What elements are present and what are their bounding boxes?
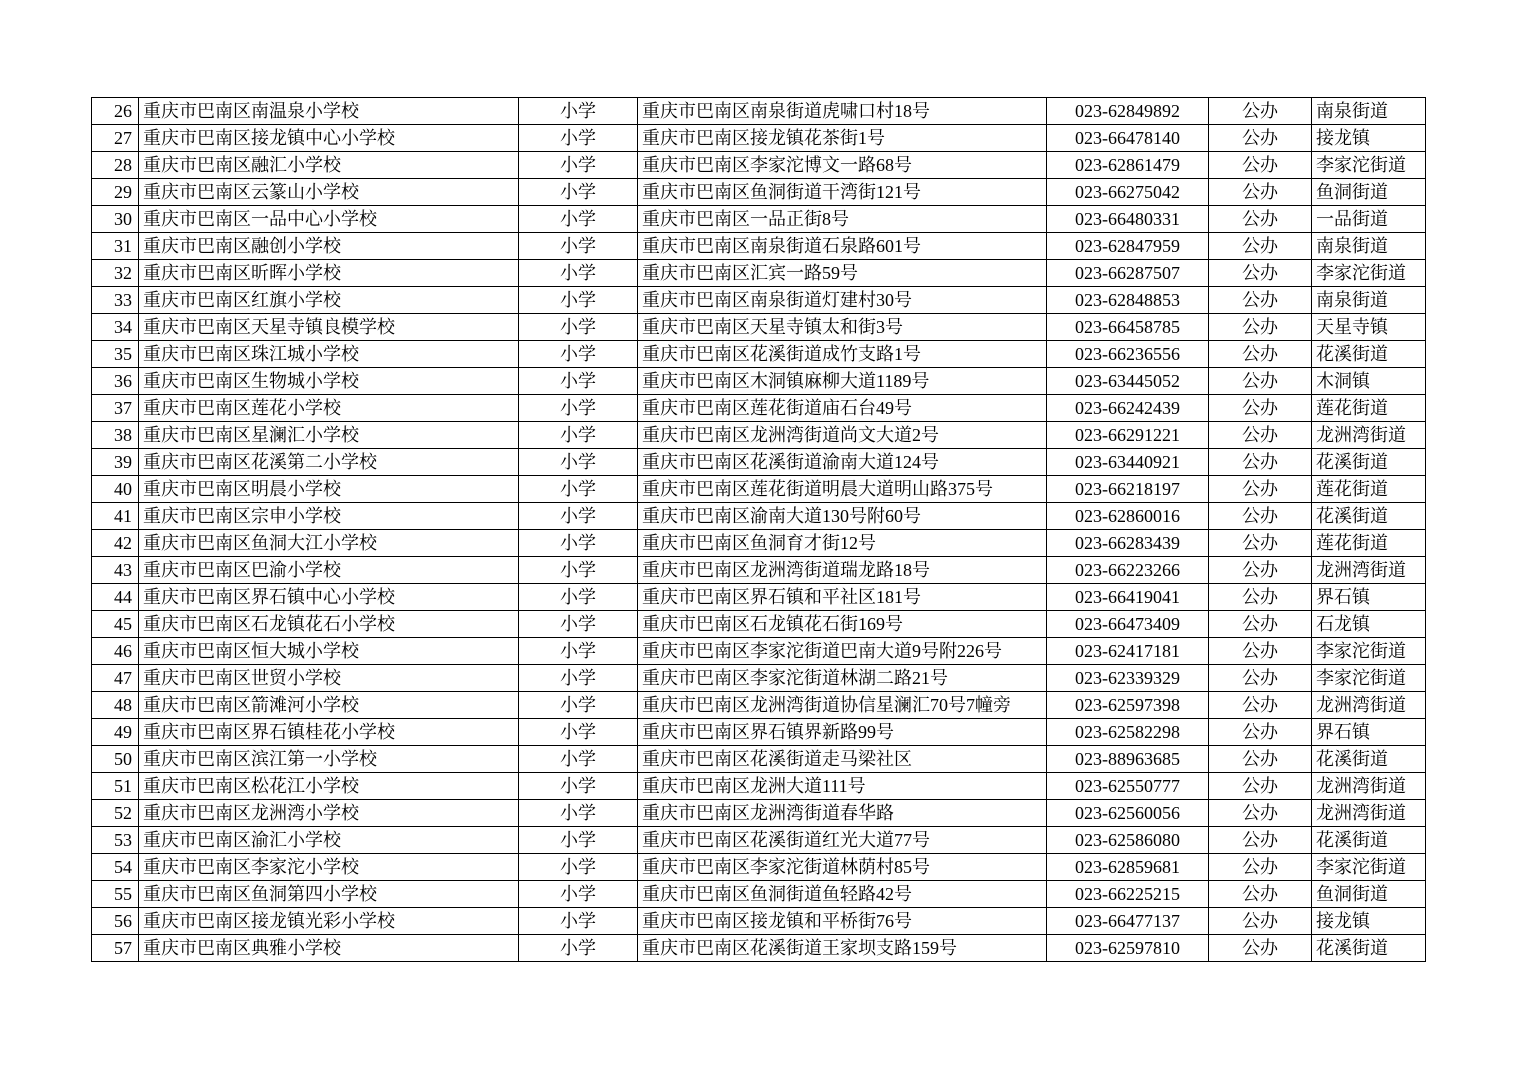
address-cell: 重庆市巴南区一品正街8号 bbox=[638, 206, 1047, 233]
school-type-cell: 小学 bbox=[519, 179, 638, 206]
row-number-cell: 39 bbox=[92, 449, 139, 476]
address-cell: 重庆市巴南区花溪街道走马梁社区 bbox=[638, 746, 1047, 773]
row-number-cell: 56 bbox=[92, 908, 139, 935]
table-row bbox=[92, 530, 1426, 557]
ownership-cell: 公办 bbox=[1209, 584, 1312, 611]
row-number-cell: 35 bbox=[92, 341, 139, 368]
ownership-cell: 公办 bbox=[1209, 125, 1312, 152]
street-cell: 花溪街道 bbox=[1312, 935, 1426, 962]
school-type-cell: 小学 bbox=[519, 719, 638, 746]
school-type-cell: 小学 bbox=[519, 125, 638, 152]
row-number-cell: 28 bbox=[92, 152, 139, 179]
school-name-cell: 重庆市巴南区明晨小学校 bbox=[139, 476, 519, 503]
street-cell: 莲花街道 bbox=[1312, 476, 1426, 503]
street-cell: 花溪街道 bbox=[1312, 503, 1426, 530]
address-cell: 重庆市巴南区天星寺镇太和街3号 bbox=[638, 314, 1047, 341]
address-cell: 重庆市巴南区李家沱街道巴南大道9号附226号 bbox=[638, 638, 1047, 665]
school-type-cell: 小学 bbox=[519, 152, 638, 179]
ownership-cell: 公办 bbox=[1209, 179, 1312, 206]
school-type-cell: 小学 bbox=[519, 827, 638, 854]
street-cell: 鱼洞街道 bbox=[1312, 881, 1426, 908]
school-name-cell: 重庆市巴南区一品中心小学校 bbox=[139, 206, 519, 233]
row-number-cell: 43 bbox=[92, 557, 139, 584]
row-number-cell: 26 bbox=[92, 98, 139, 125]
phone-cell: 023-62550777 bbox=[1047, 773, 1209, 800]
row-number-cell: 51 bbox=[92, 773, 139, 800]
ownership-cell: 公办 bbox=[1209, 449, 1312, 476]
row-number-cell: 30 bbox=[92, 206, 139, 233]
address-cell: 重庆市巴南区花溪街道成竹支路1号 bbox=[638, 341, 1047, 368]
school-name-cell: 重庆市巴南区珠江城小学校 bbox=[139, 341, 519, 368]
ownership-cell: 公办 bbox=[1209, 773, 1312, 800]
ownership-cell: 公办 bbox=[1209, 935, 1312, 962]
row-number-cell: 52 bbox=[92, 800, 139, 827]
school-type-cell: 小学 bbox=[519, 773, 638, 800]
table-row bbox=[92, 557, 1426, 584]
address-cell: 重庆市巴南区龙洲湾街道尚文大道2号 bbox=[638, 422, 1047, 449]
ownership-cell: 公办 bbox=[1209, 422, 1312, 449]
row-number-cell: 31 bbox=[92, 233, 139, 260]
ownership-cell: 公办 bbox=[1209, 260, 1312, 287]
school-type-cell: 小学 bbox=[519, 476, 638, 503]
school-name-cell: 重庆市巴南区昕晖小学校 bbox=[139, 260, 519, 287]
table-row bbox=[92, 611, 1426, 638]
row-number-cell: 49 bbox=[92, 719, 139, 746]
street-cell: 龙洲湾街道 bbox=[1312, 773, 1426, 800]
table-row bbox=[92, 800, 1426, 827]
school-name-cell: 重庆市巴南区箭滩河小学校 bbox=[139, 692, 519, 719]
row-number-cell: 32 bbox=[92, 260, 139, 287]
school-type-cell: 小学 bbox=[519, 422, 638, 449]
phone-cell: 023-63440921 bbox=[1047, 449, 1209, 476]
phone-cell: 023-62597810 bbox=[1047, 935, 1209, 962]
street-cell: 龙洲湾街道 bbox=[1312, 557, 1426, 584]
school-name-cell: 重庆市巴南区鱼洞第四小学校 bbox=[139, 881, 519, 908]
street-cell: 花溪街道 bbox=[1312, 827, 1426, 854]
address-cell: 重庆市巴南区花溪街道渝南大道124号 bbox=[638, 449, 1047, 476]
phone-cell: 023-66473409 bbox=[1047, 611, 1209, 638]
table-row bbox=[92, 908, 1426, 935]
school-type-cell: 小学 bbox=[519, 692, 638, 719]
row-number-cell: 36 bbox=[92, 368, 139, 395]
row-number-cell: 45 bbox=[92, 611, 139, 638]
street-cell: 鱼洞街道 bbox=[1312, 179, 1426, 206]
street-cell: 一品街道 bbox=[1312, 206, 1426, 233]
address-cell: 重庆市巴南区鱼洞街道干湾街121号 bbox=[638, 179, 1047, 206]
row-number-cell: 50 bbox=[92, 746, 139, 773]
street-cell: 龙洲湾街道 bbox=[1312, 422, 1426, 449]
school-name-cell: 重庆市巴南区融汇小学校 bbox=[139, 152, 519, 179]
street-cell: 李家沱街道 bbox=[1312, 665, 1426, 692]
table-row bbox=[92, 260, 1426, 287]
ownership-cell: 公办 bbox=[1209, 827, 1312, 854]
ownership-cell: 公办 bbox=[1209, 287, 1312, 314]
row-number-cell: 41 bbox=[92, 503, 139, 530]
phone-cell: 023-62597398 bbox=[1047, 692, 1209, 719]
ownership-cell: 公办 bbox=[1209, 206, 1312, 233]
address-cell: 重庆市巴南区南泉街道虎啸口村18号 bbox=[638, 98, 1047, 125]
row-number-cell: 42 bbox=[92, 530, 139, 557]
ownership-cell: 公办 bbox=[1209, 314, 1312, 341]
ownership-cell: 公办 bbox=[1209, 476, 1312, 503]
ownership-cell: 公办 bbox=[1209, 638, 1312, 665]
row-number-cell: 34 bbox=[92, 314, 139, 341]
address-cell: 重庆市巴南区鱼洞育才街12号 bbox=[638, 530, 1047, 557]
table-body bbox=[92, 98, 1426, 962]
table-row bbox=[92, 854, 1426, 881]
table-row bbox=[92, 746, 1426, 773]
address-cell: 重庆市巴南区龙洲湾街道瑞龙路18号 bbox=[638, 557, 1047, 584]
address-cell: 重庆市巴南区木洞镇麻柳大道1189号 bbox=[638, 368, 1047, 395]
school-name-cell: 重庆市巴南区星澜汇小学校 bbox=[139, 422, 519, 449]
school-name-cell: 重庆市巴南区红旗小学校 bbox=[139, 287, 519, 314]
phone-cell: 023-62560056 bbox=[1047, 800, 1209, 827]
street-cell: 天星寺镇 bbox=[1312, 314, 1426, 341]
school-name-cell: 重庆市巴南区鱼洞大江小学校 bbox=[139, 530, 519, 557]
school-type-cell: 小学 bbox=[519, 665, 638, 692]
ownership-cell: 公办 bbox=[1209, 341, 1312, 368]
street-cell: 莲花街道 bbox=[1312, 395, 1426, 422]
table-row bbox=[92, 233, 1426, 260]
school-name-cell: 重庆市巴南区花溪第二小学校 bbox=[139, 449, 519, 476]
phone-cell: 023-62859681 bbox=[1047, 854, 1209, 881]
ownership-cell: 公办 bbox=[1209, 665, 1312, 692]
street-cell: 李家沱街道 bbox=[1312, 152, 1426, 179]
address-cell: 重庆市巴南区汇宾一路59号 bbox=[638, 260, 1047, 287]
ownership-cell: 公办 bbox=[1209, 692, 1312, 719]
table-row bbox=[92, 395, 1426, 422]
row-number-cell: 29 bbox=[92, 179, 139, 206]
phone-cell: 023-62860016 bbox=[1047, 503, 1209, 530]
school-name-cell: 重庆市巴南区李家沱小学校 bbox=[139, 854, 519, 881]
school-type-cell: 小学 bbox=[519, 260, 638, 287]
ownership-cell: 公办 bbox=[1209, 98, 1312, 125]
phone-cell: 023-66218197 bbox=[1047, 476, 1209, 503]
street-cell: 南泉街道 bbox=[1312, 98, 1426, 125]
table-row bbox=[92, 827, 1426, 854]
table-row bbox=[92, 125, 1426, 152]
school-name-cell: 重庆市巴南区接龙镇光彩小学校 bbox=[139, 908, 519, 935]
row-number-cell: 33 bbox=[92, 287, 139, 314]
table-row bbox=[92, 422, 1426, 449]
ownership-cell: 公办 bbox=[1209, 881, 1312, 908]
school-name-cell: 重庆市巴南区龙洲湾小学校 bbox=[139, 800, 519, 827]
table-row bbox=[92, 692, 1426, 719]
phone-cell: 023-66480331 bbox=[1047, 206, 1209, 233]
phone-cell: 023-62849892 bbox=[1047, 98, 1209, 125]
address-cell: 重庆市巴南区李家沱街道林湖二路21号 bbox=[638, 665, 1047, 692]
school-type-cell: 小学 bbox=[519, 638, 638, 665]
table-row bbox=[92, 935, 1426, 962]
ownership-cell: 公办 bbox=[1209, 719, 1312, 746]
school-name-cell: 重庆市巴南区典雅小学校 bbox=[139, 935, 519, 962]
school-type-cell: 小学 bbox=[519, 584, 638, 611]
school-name-cell: 重庆市巴南区南温泉小学校 bbox=[139, 98, 519, 125]
address-cell: 重庆市巴南区南泉街道灯建村30号 bbox=[638, 287, 1047, 314]
school-name-cell: 重庆市巴南区渝汇小学校 bbox=[139, 827, 519, 854]
ownership-cell: 公办 bbox=[1209, 503, 1312, 530]
ownership-cell: 公办 bbox=[1209, 557, 1312, 584]
row-number-cell: 37 bbox=[92, 395, 139, 422]
ownership-cell: 公办 bbox=[1209, 395, 1312, 422]
phone-cell: 023-66458785 bbox=[1047, 314, 1209, 341]
school-name-cell: 重庆市巴南区界石镇桂花小学校 bbox=[139, 719, 519, 746]
phone-cell: 023-62339329 bbox=[1047, 665, 1209, 692]
address-cell: 重庆市巴南区渝南大道130号附60号 bbox=[638, 503, 1047, 530]
ownership-cell: 公办 bbox=[1209, 800, 1312, 827]
row-number-cell: 44 bbox=[92, 584, 139, 611]
table-row bbox=[92, 503, 1426, 530]
row-number-cell: 47 bbox=[92, 665, 139, 692]
table-row bbox=[92, 206, 1426, 233]
school-type-cell: 小学 bbox=[519, 287, 638, 314]
table-row bbox=[92, 179, 1426, 206]
table-row bbox=[92, 152, 1426, 179]
street-cell: 界石镇 bbox=[1312, 719, 1426, 746]
school-type-cell: 小学 bbox=[519, 341, 638, 368]
school-type-cell: 小学 bbox=[519, 503, 638, 530]
school-type-cell: 小学 bbox=[519, 395, 638, 422]
address-cell: 重庆市巴南区花溪街道红光大道77号 bbox=[638, 827, 1047, 854]
street-cell: 接龙镇 bbox=[1312, 125, 1426, 152]
street-cell: 木洞镇 bbox=[1312, 368, 1426, 395]
phone-cell: 023-66287507 bbox=[1047, 260, 1209, 287]
table-row bbox=[92, 719, 1426, 746]
address-cell: 重庆市巴南区莲花街道明晨大道明山路375号 bbox=[638, 476, 1047, 503]
phone-cell: 023-66291221 bbox=[1047, 422, 1209, 449]
table-row bbox=[92, 98, 1426, 125]
row-number-cell: 48 bbox=[92, 692, 139, 719]
school-name-cell: 重庆市巴南区松花江小学校 bbox=[139, 773, 519, 800]
street-cell: 南泉街道 bbox=[1312, 287, 1426, 314]
phone-cell: 023-62586080 bbox=[1047, 827, 1209, 854]
street-cell: 花溪街道 bbox=[1312, 746, 1426, 773]
phone-cell: 023-66478140 bbox=[1047, 125, 1209, 152]
ownership-cell: 公办 bbox=[1209, 530, 1312, 557]
phone-cell: 023-66225215 bbox=[1047, 881, 1209, 908]
school-type-cell: 小学 bbox=[519, 530, 638, 557]
school-name-cell: 重庆市巴南区恒大城小学校 bbox=[139, 638, 519, 665]
phone-cell: 023-66242439 bbox=[1047, 395, 1209, 422]
table-row bbox=[92, 584, 1426, 611]
school-type-cell: 小学 bbox=[519, 314, 638, 341]
table-row bbox=[92, 449, 1426, 476]
school-type-cell: 小学 bbox=[519, 854, 638, 881]
street-cell: 界石镇 bbox=[1312, 584, 1426, 611]
school-type-cell: 小学 bbox=[519, 368, 638, 395]
street-cell: 李家沱街道 bbox=[1312, 260, 1426, 287]
street-cell: 石龙镇 bbox=[1312, 611, 1426, 638]
phone-cell: 023-66236556 bbox=[1047, 341, 1209, 368]
phone-cell: 023-88963685 bbox=[1047, 746, 1209, 773]
phone-cell: 023-62582298 bbox=[1047, 719, 1209, 746]
school-name-cell: 重庆市巴南区宗申小学校 bbox=[139, 503, 519, 530]
street-cell: 莲花街道 bbox=[1312, 530, 1426, 557]
phone-cell: 023-62417181 bbox=[1047, 638, 1209, 665]
school-type-cell: 小学 bbox=[519, 611, 638, 638]
address-cell: 重庆市巴南区龙洲大道111号 bbox=[638, 773, 1047, 800]
phone-cell: 023-62847959 bbox=[1047, 233, 1209, 260]
row-number-cell: 27 bbox=[92, 125, 139, 152]
ownership-cell: 公办 bbox=[1209, 854, 1312, 881]
school-name-cell: 重庆市巴南区生物城小学校 bbox=[139, 368, 519, 395]
phone-cell: 023-63445052 bbox=[1047, 368, 1209, 395]
school-name-cell: 重庆市巴南区莲花小学校 bbox=[139, 395, 519, 422]
row-number-cell: 57 bbox=[92, 935, 139, 962]
street-cell: 花溪街道 bbox=[1312, 341, 1426, 368]
school-name-cell: 重庆市巴南区接龙镇中心小学校 bbox=[139, 125, 519, 152]
street-cell: 花溪街道 bbox=[1312, 449, 1426, 476]
table-row bbox=[92, 773, 1426, 800]
street-cell: 李家沱街道 bbox=[1312, 638, 1426, 665]
address-cell: 重庆市巴南区莲花街道庙石台49号 bbox=[638, 395, 1047, 422]
school-type-cell: 小学 bbox=[519, 935, 638, 962]
school-type-cell: 小学 bbox=[519, 746, 638, 773]
school-name-cell: 重庆市巴南区滨江第一小学校 bbox=[139, 746, 519, 773]
school-type-cell: 小学 bbox=[519, 800, 638, 827]
row-number-cell: 54 bbox=[92, 854, 139, 881]
school-type-cell: 小学 bbox=[519, 233, 638, 260]
street-cell: 李家沱街道 bbox=[1312, 854, 1426, 881]
address-cell: 重庆市巴南区鱼洞街道鱼轻路42号 bbox=[638, 881, 1047, 908]
row-number-cell: 53 bbox=[92, 827, 139, 854]
school-name-cell: 重庆市巴南区巴渝小学校 bbox=[139, 557, 519, 584]
address-cell: 重庆市巴南区李家沱博文一路68号 bbox=[638, 152, 1047, 179]
phone-cell: 023-66477137 bbox=[1047, 908, 1209, 935]
street-cell: 龙洲湾街道 bbox=[1312, 692, 1426, 719]
table-row bbox=[92, 368, 1426, 395]
address-cell: 重庆市巴南区接龙镇和平桥街76号 bbox=[638, 908, 1047, 935]
ownership-cell: 公办 bbox=[1209, 152, 1312, 179]
ownership-cell: 公办 bbox=[1209, 233, 1312, 260]
school-type-cell: 小学 bbox=[519, 449, 638, 476]
school-list-table bbox=[91, 97, 1426, 962]
table-row bbox=[92, 476, 1426, 503]
school-type-cell: 小学 bbox=[519, 206, 638, 233]
phone-cell: 023-62848853 bbox=[1047, 287, 1209, 314]
address-cell: 重庆市巴南区界石镇和平社区181号 bbox=[638, 584, 1047, 611]
address-cell: 重庆市巴南区花溪街道王家坝支路159号 bbox=[638, 935, 1047, 962]
phone-cell: 023-66275042 bbox=[1047, 179, 1209, 206]
school-name-cell: 重庆市巴南区世贸小学校 bbox=[139, 665, 519, 692]
school-name-cell: 重庆市巴南区融创小学校 bbox=[139, 233, 519, 260]
school-name-cell: 重庆市巴南区天星寺镇良模学校 bbox=[139, 314, 519, 341]
table-row bbox=[92, 881, 1426, 908]
school-type-cell: 小学 bbox=[519, 881, 638, 908]
ownership-cell: 公办 bbox=[1209, 611, 1312, 638]
street-cell: 龙洲湾街道 bbox=[1312, 800, 1426, 827]
ownership-cell: 公办 bbox=[1209, 368, 1312, 395]
address-cell: 重庆市巴南区南泉街道石泉路601号 bbox=[638, 233, 1047, 260]
address-cell: 重庆市巴南区龙洲湾街道春华路 bbox=[638, 800, 1047, 827]
address-cell: 重庆市巴南区石龙镇花石街169号 bbox=[638, 611, 1047, 638]
table-row bbox=[92, 314, 1426, 341]
phone-cell: 023-66223266 bbox=[1047, 557, 1209, 584]
phone-cell: 023-66419041 bbox=[1047, 584, 1209, 611]
table-row bbox=[92, 287, 1426, 314]
street-cell: 接龙镇 bbox=[1312, 908, 1426, 935]
row-number-cell: 38 bbox=[92, 422, 139, 449]
ownership-cell: 公办 bbox=[1209, 746, 1312, 773]
row-number-cell: 40 bbox=[92, 476, 139, 503]
address-cell: 重庆市巴南区接龙镇花茶街1号 bbox=[638, 125, 1047, 152]
address-cell: 重庆市巴南区界石镇界新路99号 bbox=[638, 719, 1047, 746]
phone-cell: 023-62861479 bbox=[1047, 152, 1209, 179]
address-cell: 重庆市巴南区李家沱街道林荫村85号 bbox=[638, 854, 1047, 881]
school-name-cell: 重庆市巴南区云篆山小学校 bbox=[139, 179, 519, 206]
address-cell: 重庆市巴南区龙洲湾街道协信星澜汇70号7幢旁 bbox=[638, 692, 1047, 719]
street-cell: 南泉街道 bbox=[1312, 233, 1426, 260]
table-row bbox=[92, 638, 1426, 665]
school-name-cell: 重庆市巴南区石龙镇花石小学校 bbox=[139, 611, 519, 638]
row-number-cell: 46 bbox=[92, 638, 139, 665]
table-row bbox=[92, 341, 1426, 368]
school-name-cell: 重庆市巴南区界石镇中心小学校 bbox=[139, 584, 519, 611]
row-number-cell: 55 bbox=[92, 881, 139, 908]
school-type-cell: 小学 bbox=[519, 98, 638, 125]
school-type-cell: 小学 bbox=[519, 557, 638, 584]
ownership-cell: 公办 bbox=[1209, 908, 1312, 935]
phone-cell: 023-66283439 bbox=[1047, 530, 1209, 557]
school-type-cell: 小学 bbox=[519, 908, 638, 935]
table-row bbox=[92, 665, 1426, 692]
